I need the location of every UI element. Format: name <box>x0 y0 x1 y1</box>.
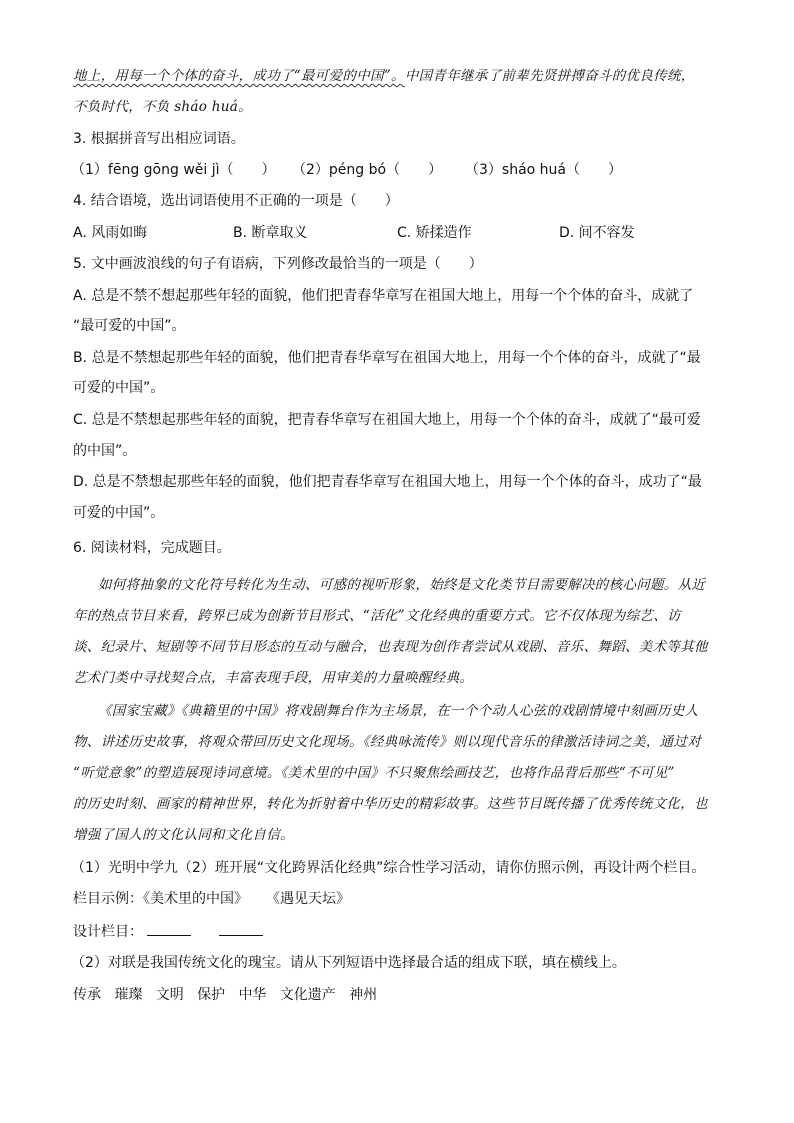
q5-stem: 5. 文中画波浪线的句子有语病，下列修改最恰当的一项是（ ） <box>73 256 483 272</box>
phrase-item: 文明 <box>155 987 184 1003</box>
q6-passage-line9: 增强了国人的文化认同和文化自信。 <box>73 827 294 843</box>
top-passage-line1-rest: 中国青年继承了前辈先贤拼搏奋斗的优良传统， <box>404 68 695 84</box>
phrase-item: 中华 <box>238 987 267 1003</box>
q6-sub2: （2）对联是我国传统文化的瑰宝。请从下列短语中选择最合适的组成下联，填在横线上。 <box>71 955 626 971</box>
q4-option-d: D. 间不容发 <box>559 225 635 241</box>
q3-item-1: （1）fēng gōng wěi jì（ ） <box>71 162 276 178</box>
top-passage-line1 <box>73 66 695 86</box>
answer-blank-1[interactable] <box>147 921 191 936</box>
phrase-item: 璀璨 <box>114 987 143 1003</box>
phrase-item: 传承 <box>73 987 101 1003</box>
phrase-list <box>73 985 377 1005</box>
q4-option-c: C. 矫揉造作 <box>397 225 472 241</box>
q5-option-c-line1: C. 总是不禁想起那些年轻的面貌，把青春华章写在祖国大地上，用每一个个体的奋斗，成就了“最可爱 <box>73 412 701 428</box>
top-passage-line2: 不负时代，不负 sháo huá。 <box>73 99 252 115</box>
q6-stem: 6. 阅读材料，完成题目。 <box>73 540 231 556</box>
phrase-item: 文化遗产 <box>279 987 336 1003</box>
q6-passage-line7: “听觉意象”的塑造展现诗词意境。《美术里的中国》不只聚焦绘画技艺，也将作品背后那些“不可见” <box>73 765 675 781</box>
q4-option-b: B. 断章取义 <box>233 225 308 241</box>
q5-option-d-line2: 可爱的中国”。 <box>73 505 165 521</box>
design-label: 设计栏目： <box>73 924 143 940</box>
q4-stem: 4. 结合语境，选出词语使用不正确的一项是（ ） <box>73 193 399 209</box>
q5-option-a-line1: A. 总是不禁不想起那些年轻的面貌，他们把青春华章写在祖国大地上，用每一个个体的奋斗，成就了 <box>73 288 694 304</box>
q3-item-2: （2）péng bó（ ） <box>292 162 443 178</box>
design-row <box>73 921 267 942</box>
q5-option-a-line2: “最可爱的中国”。 <box>73 318 186 334</box>
q5-option-b-line2: 可爱的中国”。 <box>73 380 165 396</box>
q5-option-c-line2: 的中国”。 <box>73 443 137 459</box>
q5-option-b-line1: B. 总是不禁想起那些年轻的面貌，他们把青春华章写在祖国大地上，用每一个个体的奋斗，成就了“最 <box>73 350 701 366</box>
q4-option-a: A. 风雨如晦 <box>73 225 148 241</box>
answer-blank-2[interactable] <box>219 921 263 936</box>
wavy-sentence: 地上，用每一个个体的奋斗，成功了“最可爱的中国”。 <box>73 68 405 84</box>
phrase-item: 保护 <box>197 987 226 1003</box>
example-label: 栏目示例：《美术里的中国》 <box>73 891 248 907</box>
example-second: 《遇见天坛》 <box>266 891 350 907</box>
q6-passage-line3: 谈、纪录片、短剧等不同节目形态的互动与融合，也表现为创作者尝试从戏剧、音乐、舞蹈、美术等其他 <box>73 639 708 655</box>
q5-option-d-line1: D. 总是不禁想起那些年轻的面貌，他们把青春华章写在祖国大地上，用每一个个体的奋斗，成功了“最 <box>73 474 702 490</box>
q6-sub1: （1）光明中学九（2）班开展“文化跨界活化经典”综合性学习活动，请你仿照示例，再设计两个栏目。 <box>71 860 706 876</box>
q3-stem: 3. 根据拼音写出相应词语。 <box>73 131 245 147</box>
q6-passage-line6: 物、讲述历史故事，将观众带回历史文化现场。《经典咏流传》则以现代音乐的律激活诗词之美，通过对 <box>73 734 702 750</box>
q6-passage-line5: 《国家宝藏》《典籍里的中国》将戏剧舞台作为主场景，在一个个动人心弦的戏剧情境中刻画历史人 <box>98 703 699 719</box>
phrase-item: 神州 <box>349 987 378 1003</box>
q6-passage-line1: 如何将抽象的文化符号转化为生动、可感的视听形象，始终是文化类节目需要解决的核心问题。从近 <box>98 577 706 593</box>
q3-item-3: （3）sháo huá（ ） <box>465 162 622 178</box>
q6-passage-line4: 艺术门类中寻找契合点，丰富表现手段，用审美的力量唤醒经典。 <box>73 670 474 686</box>
q6-passage-line8: 的历史时刻、画家的精神世界，转化为折射着中华历史的精彩故事。这些节目既传播了优秀传统文化，也 <box>73 796 708 812</box>
q6-passage-line2: 年的热点节目来看，跨界已成为创新节目形式、“活化”文化经典的重要方式。它不仅体现为综艺、访 <box>73 608 681 624</box>
